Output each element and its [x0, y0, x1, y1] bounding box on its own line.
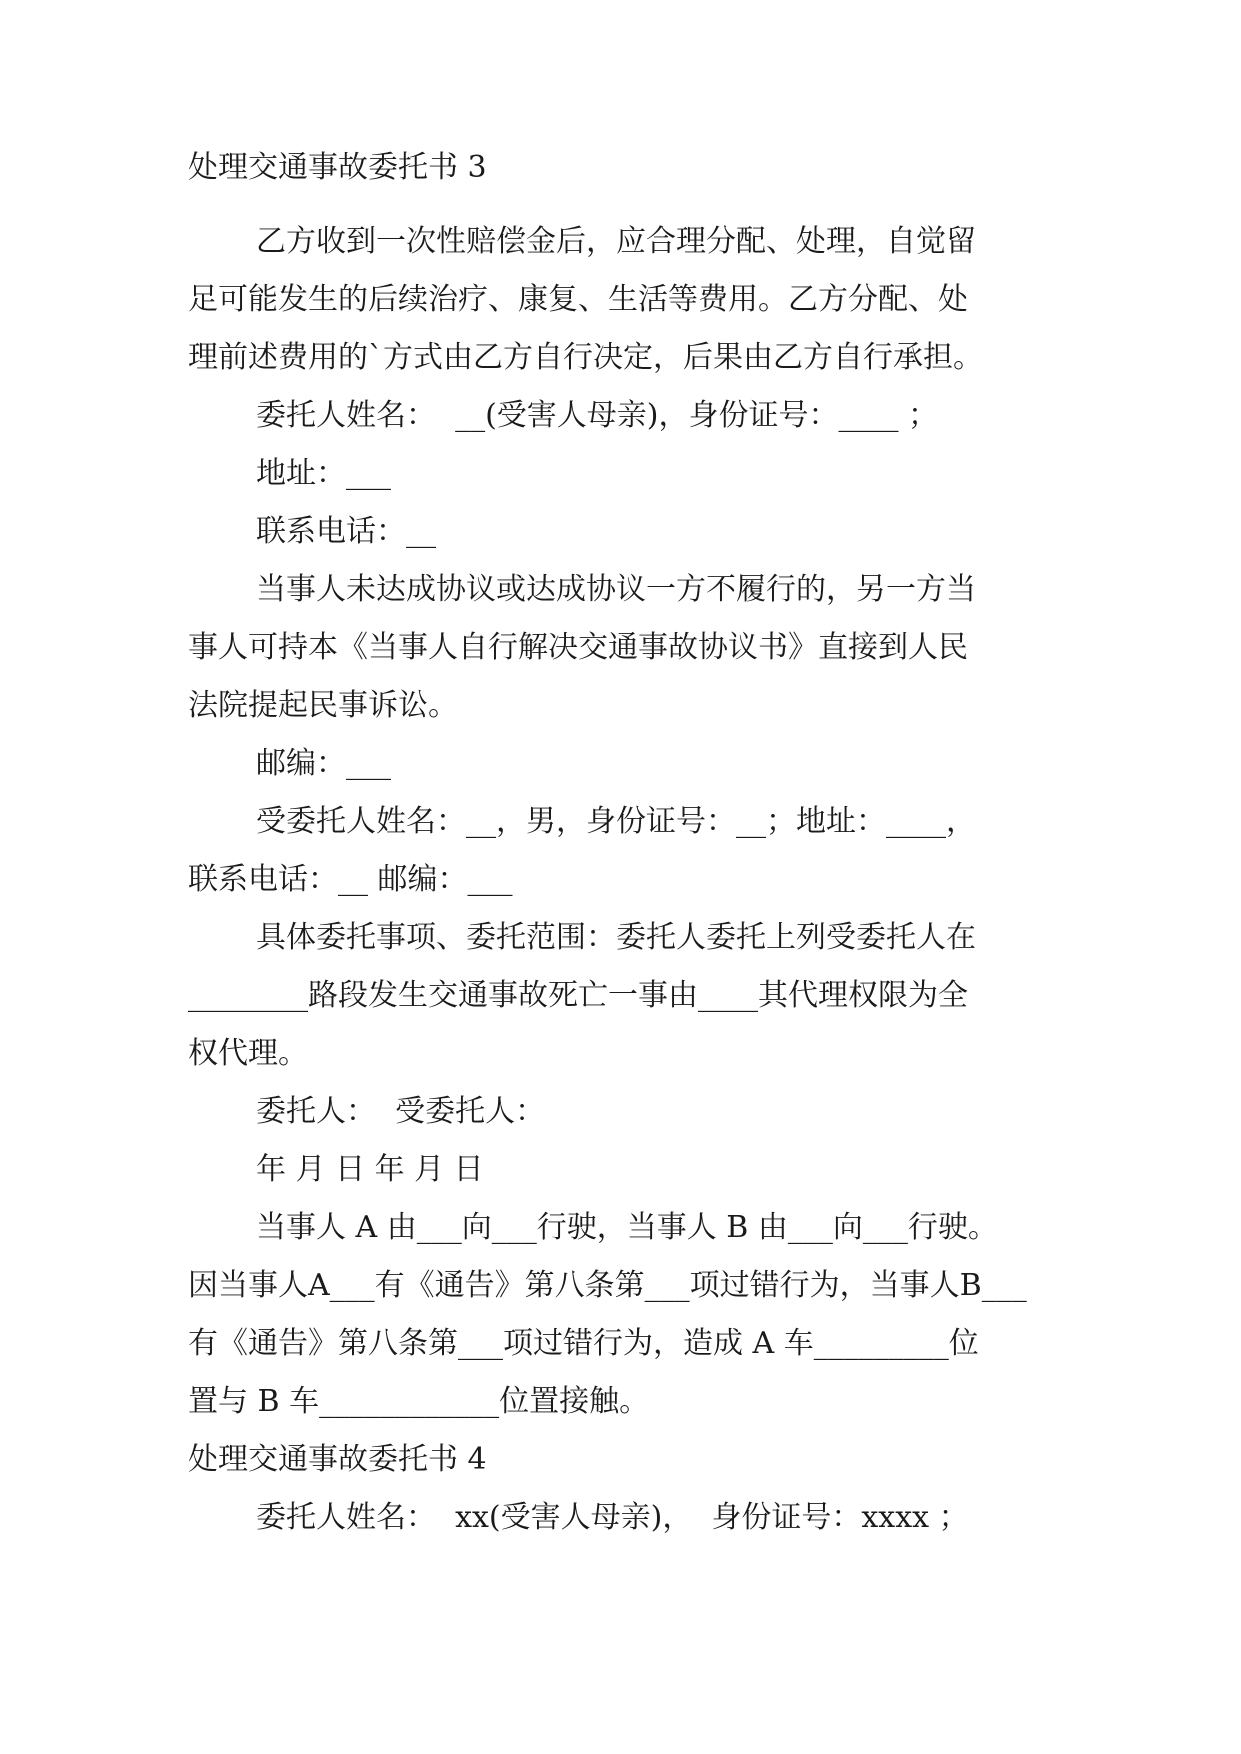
paragraph-line: 委托人： 受委托人： — [256, 1094, 546, 1129]
paragraph-line: 具体委托事项、委托范围：委托人委托上列受委托人在 — [256, 920, 976, 955]
paragraph-line: 权代理。 — [188, 1036, 308, 1071]
section-heading: 处理交通事故委托书 3 — [188, 150, 487, 185]
paragraph-line: 法院提起民事诉讼。 — [188, 688, 458, 723]
paragraph-line: 置与 B 车____________位置接触。 — [188, 1384, 650, 1419]
paragraph-line: 受委托人姓名：__，男，身份证号：__；地址：____， — [256, 804, 976, 839]
paragraph-line: 有《通告》第八条第___项过错行为，造成 A 车_________位 — [188, 1326, 979, 1361]
paragraph-line: 当事人未达成协议或达成协议一方不履行的，另一方当 — [256, 572, 976, 607]
paragraph-line: 乙方收到一次性赔偿金后，应合理分配、处理，自觉留 — [256, 224, 976, 259]
paragraph-line: 足可能发生的后续治疗、康复、生活等费用。乙方分配、处 — [188, 282, 968, 317]
section-heading: 处理交通事故委托书 4 — [188, 1442, 487, 1477]
paragraph-line: 地址：___ — [256, 456, 391, 491]
paragraph-line: 邮编：___ — [256, 746, 391, 781]
paragraph-line: 联系电话：__ — [256, 514, 436, 549]
paragraph-line: 理前述费用的`方式由乙方自行决定，后果由乙方自行承担。 — [188, 340, 983, 375]
paragraph-line: 年 月 日 年 月 日 — [256, 1152, 484, 1187]
paragraph-line: 委托人姓名： xx(受害人母亲)， 身份证号：xxxx ； — [256, 1500, 969, 1535]
paragraph-line: 事人可持本《当事人自行解决交通事故协议书》直接到人民 — [188, 630, 968, 665]
paragraph-line: 因当事人A___有《通告》第八条第___项过错行为，当事人B___ — [188, 1268, 1027, 1303]
paragraph-line: ________路段发生交通事故死亡一事由____其代理权限为全 — [188, 978, 968, 1013]
paragraph-line: 当事人 A 由___向___行驶，当事人 B 由___向___行驶。 — [256, 1210, 998, 1245]
paragraph-line: 委托人姓名： __(受害人母亲)，身份证号：____ ； — [256, 398, 939, 433]
paragraph-line: 联系电话：__ 邮编：___ — [188, 862, 513, 897]
